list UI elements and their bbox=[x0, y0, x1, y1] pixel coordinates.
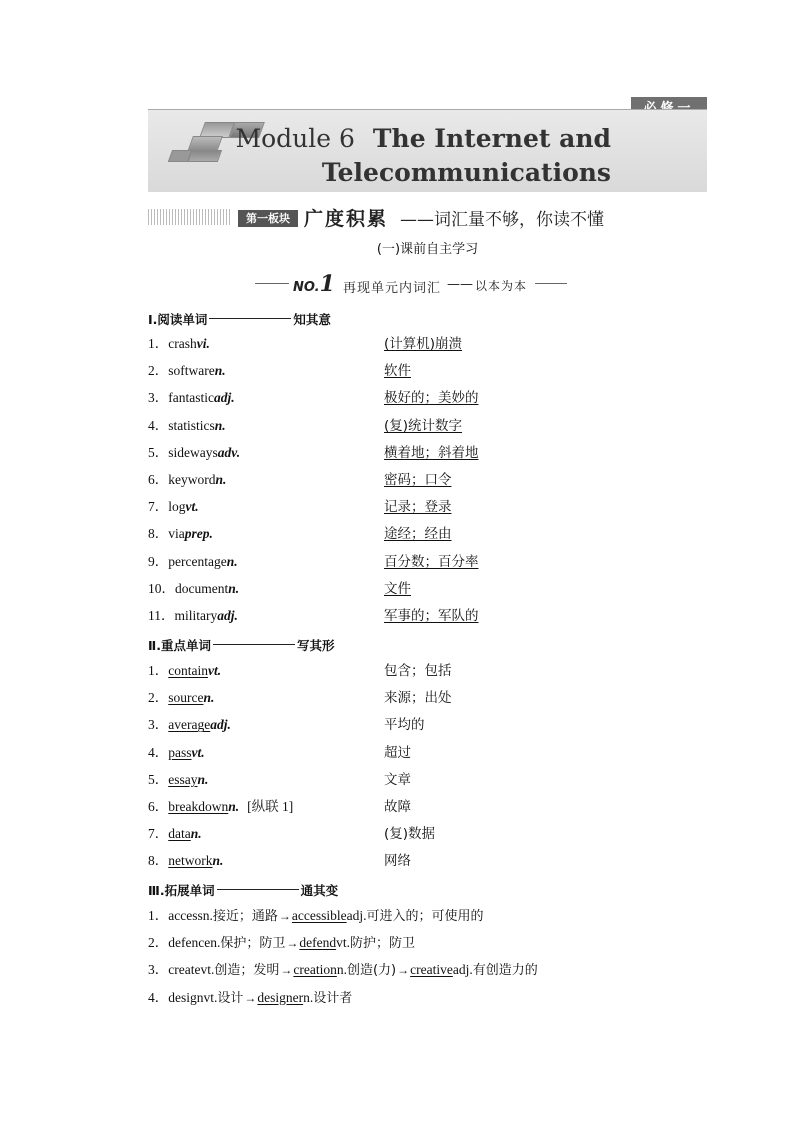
no1-dash: —— bbox=[447, 277, 473, 292]
vocab-word bbox=[148, 334, 210, 354]
derive-arrow: → bbox=[397, 963, 410, 978]
vocab-term: source bbox=[168, 690, 204, 706]
vocab-meaning: 百分数；百分率 bbox=[384, 553, 479, 570]
part-of-speech: n. bbox=[197, 771, 209, 787]
vocab-num: 3． bbox=[148, 390, 169, 406]
vocab-meaning: (复)数据 bbox=[384, 826, 436, 843]
part-of-speech: adj. bbox=[217, 608, 238, 623]
vocab-num: 10． bbox=[148, 580, 175, 596]
vocab-num: 8． bbox=[148, 853, 169, 869]
part2-dash bbox=[213, 644, 295, 645]
part-of-speech: n. bbox=[202, 908, 213, 923]
vocab-num: 2． bbox=[148, 363, 169, 379]
vocab-term: breakdown bbox=[168, 799, 229, 814]
vocab-meaning: 文章 bbox=[384, 771, 411, 788]
part1-heading bbox=[148, 310, 331, 328]
vocab-meaning: 来源；出处 bbox=[384, 690, 452, 707]
part-of-speech: adj. bbox=[210, 717, 231, 733]
derived-word: creative bbox=[410, 962, 453, 978]
part-of-speech: n. bbox=[303, 989, 314, 1005]
vocab-meaning: 平均的 bbox=[384, 717, 425, 734]
module-banner bbox=[148, 109, 707, 192]
extend-row bbox=[148, 933, 707, 953]
vocab-term: software bbox=[168, 363, 215, 379]
word-meaning: 创造(力) bbox=[346, 963, 397, 979]
cross-reference: [纵联 1] bbox=[247, 799, 294, 814]
no1-motto: 以本为本 bbox=[475, 279, 528, 293]
vocab-word bbox=[148, 715, 231, 735]
vocab-term: fantastic bbox=[168, 390, 214, 406]
vocab-row bbox=[148, 361, 707, 381]
vocab-row bbox=[148, 470, 707, 490]
vocab-num: 2． bbox=[148, 935, 169, 951]
vocab-row bbox=[148, 524, 707, 544]
vocab-meaning: (计算机)崩溃 bbox=[384, 336, 463, 352]
part-of-speech: n. bbox=[203, 690, 215, 706]
word-meaning: 创造；发明 bbox=[214, 963, 280, 979]
part3-heading bbox=[148, 881, 338, 899]
part-of-speech: adj. bbox=[213, 390, 235, 406]
part2-heading bbox=[148, 636, 335, 654]
word-meaning: 设计 bbox=[217, 990, 244, 1006]
vocab-term: log bbox=[168, 499, 186, 515]
vocab-word bbox=[148, 416, 226, 436]
vocab-meaning: (复)统计数字 bbox=[384, 417, 463, 434]
vocab-meaning: 网络 bbox=[384, 853, 411, 870]
part1-title: Ⅰ.阅读单词 bbox=[148, 312, 208, 327]
derived-word: defend bbox=[299, 935, 337, 951]
vocab-num: 2． bbox=[148, 690, 169, 706]
vocab-row bbox=[148, 416, 707, 436]
vocab-num: 9． bbox=[148, 553, 169, 569]
module-title-line1: The Internet and bbox=[372, 124, 611, 153]
section-heading bbox=[148, 204, 707, 232]
vocab-row bbox=[148, 606, 707, 626]
derived-word: accessible bbox=[291, 908, 347, 923]
part-of-speech: n. bbox=[214, 363, 226, 379]
word-meaning: 设计者 bbox=[313, 990, 353, 1006]
vocab-row bbox=[148, 661, 707, 681]
part-of-speech: vi. bbox=[196, 336, 210, 351]
extend-row bbox=[148, 988, 707, 1008]
part3-dash bbox=[217, 889, 299, 890]
derived-word: designer bbox=[257, 989, 304, 1005]
part-of-speech: n. bbox=[228, 799, 240, 814]
vocab-word bbox=[148, 743, 205, 763]
base-word: defence bbox=[168, 935, 211, 951]
part-of-speech: vt. bbox=[336, 935, 350, 951]
part-of-speech: n. bbox=[210, 935, 221, 951]
divider-line bbox=[255, 283, 289, 284]
vocab-row bbox=[148, 824, 707, 844]
vocab-word bbox=[148, 388, 235, 408]
vocab-num: 1． bbox=[148, 336, 169, 351]
derived-word: creation bbox=[293, 962, 337, 978]
derive-arrow: → bbox=[280, 963, 293, 978]
vocab-term: document bbox=[175, 580, 229, 596]
part-of-speech: prep. bbox=[184, 526, 213, 542]
vocab-term: pass bbox=[168, 744, 192, 760]
vocab-meaning: 途经；经由 bbox=[384, 526, 452, 543]
word-meaning: 保护；防卫 bbox=[220, 936, 286, 952]
vocab-meaning: 包含；包括 bbox=[384, 663, 452, 679]
vocab-num: 1． bbox=[148, 908, 169, 923]
hatch-decoration bbox=[148, 209, 230, 225]
vocab-term: keyword bbox=[168, 472, 216, 487]
vocab-word bbox=[148, 606, 238, 626]
derive-arrow: → bbox=[244, 990, 257, 1005]
vocab-row bbox=[148, 552, 707, 572]
vocab-num: 7． bbox=[148, 499, 169, 515]
derive-arrow: → bbox=[278, 909, 291, 923]
vocab-num: 3． bbox=[148, 962, 169, 978]
vocab-word bbox=[148, 688, 214, 708]
part2-after: 写其形 bbox=[296, 638, 335, 653]
part-of-speech: adj. bbox=[346, 908, 367, 923]
sub-heading: (一)课前自主学习 bbox=[376, 242, 479, 257]
word-meaning: 有创造力的 bbox=[472, 963, 538, 979]
vocab-word bbox=[148, 851, 223, 871]
vocab-num: 5． bbox=[148, 771, 169, 787]
base-word: design bbox=[168, 989, 204, 1005]
no1-number: 1 bbox=[319, 271, 335, 297]
vocab-word bbox=[148, 443, 240, 463]
vocab-meaning: 极好的；美妙的 bbox=[384, 390, 479, 407]
vocab-meaning: 横着地；斜着地 bbox=[384, 444, 479, 461]
vocab-word bbox=[148, 661, 221, 681]
vocab-row bbox=[148, 334, 707, 354]
section-badge: 第一板块 bbox=[238, 210, 298, 227]
vocab-num: 5． bbox=[148, 444, 169, 460]
banner-photo bbox=[188, 150, 222, 162]
base-word: access bbox=[168, 908, 203, 923]
vocab-term: contain bbox=[168, 663, 208, 678]
vocab-num: 4． bbox=[148, 417, 169, 433]
vocab-num: 4． bbox=[148, 989, 169, 1005]
vocab-term: data bbox=[168, 826, 191, 842]
vocab-word bbox=[148, 770, 208, 790]
vocab-term: essay bbox=[168, 771, 198, 787]
part-of-speech: n. bbox=[226, 553, 238, 569]
vocab-meaning: 记录；登录 bbox=[384, 499, 452, 516]
module-title-line2: Telecommunications bbox=[321, 158, 611, 187]
section-title: 广度积累 bbox=[304, 208, 389, 230]
part1-dash bbox=[209, 318, 291, 319]
vocab-num: 1． bbox=[148, 663, 169, 678]
base-word: create bbox=[168, 962, 201, 978]
vocab-row bbox=[148, 851, 707, 871]
vocab-num: 6． bbox=[148, 472, 169, 487]
word-meaning: 可进入的；可使用的 bbox=[366, 909, 484, 924]
vocab-num: 11． bbox=[148, 608, 175, 623]
no1-tag bbox=[293, 271, 335, 297]
part-of-speech: vt. bbox=[185, 499, 199, 515]
vocab-row bbox=[148, 497, 707, 517]
vocab-meaning: 军事的；军队的 bbox=[384, 608, 479, 624]
part-of-speech: vt. bbox=[191, 744, 205, 760]
vocab-row bbox=[148, 688, 707, 708]
word-meaning: 防护；防卫 bbox=[349, 936, 415, 952]
vocab-term: military bbox=[174, 608, 218, 623]
vocab-word bbox=[148, 579, 239, 599]
part3-title: Ⅲ.拓展单词 bbox=[148, 883, 215, 898]
vocab-meaning: 故障 bbox=[384, 799, 411, 815]
no1-heading bbox=[255, 269, 567, 297]
vocab-word bbox=[148, 552, 238, 572]
word-meaning: 接近；通路 bbox=[212, 909, 278, 924]
part-of-speech: n. bbox=[214, 417, 226, 433]
part-of-speech: adv. bbox=[217, 444, 241, 460]
module-number: Module 6 bbox=[235, 124, 355, 153]
extend-row bbox=[148, 960, 707, 980]
part-of-speech: vt. bbox=[208, 663, 222, 678]
vocab-num: 8． bbox=[148, 526, 169, 542]
part-of-speech: adj. bbox=[452, 962, 473, 978]
vocab-term: statistics bbox=[168, 417, 215, 433]
vocab-num: 4． bbox=[148, 744, 169, 760]
vocab-word bbox=[148, 524, 213, 544]
vocab-meaning: 超过 bbox=[384, 744, 411, 761]
part-of-speech: n. bbox=[190, 826, 202, 842]
vocab-meaning: 软件 bbox=[384, 363, 411, 380]
part-of-speech: vt. bbox=[200, 962, 215, 978]
vocab-word bbox=[148, 797, 293, 817]
vocab-meaning: 文件 bbox=[384, 580, 411, 597]
divider-line bbox=[535, 283, 567, 284]
section-subtitle: ——词汇量不够，你读不懂 bbox=[400, 210, 604, 230]
vocab-term: network bbox=[168, 853, 213, 869]
vocab-row bbox=[148, 388, 707, 408]
part-of-speech: n. bbox=[212, 853, 224, 869]
vocab-num: 6． bbox=[148, 799, 169, 814]
derive-arrow: → bbox=[286, 936, 299, 951]
part-of-speech: vt. bbox=[203, 989, 218, 1005]
vocab-row bbox=[148, 715, 707, 735]
vocab-word bbox=[148, 470, 226, 490]
module-title bbox=[236, 122, 611, 190]
no1-prefix: NO. bbox=[293, 280, 320, 295]
part1-after: 知其意 bbox=[293, 312, 331, 327]
part3-after: 通其变 bbox=[300, 883, 339, 898]
vocab-word bbox=[148, 361, 226, 381]
vocab-num: 7． bbox=[148, 826, 169, 842]
vocab-meaning: 密码；口令 bbox=[384, 472, 452, 488]
vocab-term: sideways bbox=[168, 444, 218, 460]
no1-label: 再现单元内词汇 bbox=[343, 281, 442, 296]
vocab-term: percentage bbox=[168, 553, 227, 569]
vocab-num: 3． bbox=[148, 717, 169, 733]
extend-row bbox=[148, 906, 707, 926]
part-of-speech: n. bbox=[215, 472, 227, 487]
vocab-row bbox=[148, 443, 707, 463]
vocab-term: via bbox=[168, 526, 185, 542]
vocab-word bbox=[148, 497, 199, 517]
part-of-speech: n. bbox=[336, 962, 347, 978]
vocab-row bbox=[148, 743, 707, 763]
vocab-term: average bbox=[168, 717, 211, 733]
vocab-row bbox=[148, 579, 707, 599]
vocab-row bbox=[148, 770, 707, 790]
vocab-word bbox=[148, 824, 202, 844]
part-of-speech: n. bbox=[228, 580, 240, 596]
part2-title: Ⅱ.重点单词 bbox=[148, 638, 211, 653]
vocab-term: crash bbox=[168, 336, 197, 351]
vocab-row bbox=[148, 797, 707, 817]
